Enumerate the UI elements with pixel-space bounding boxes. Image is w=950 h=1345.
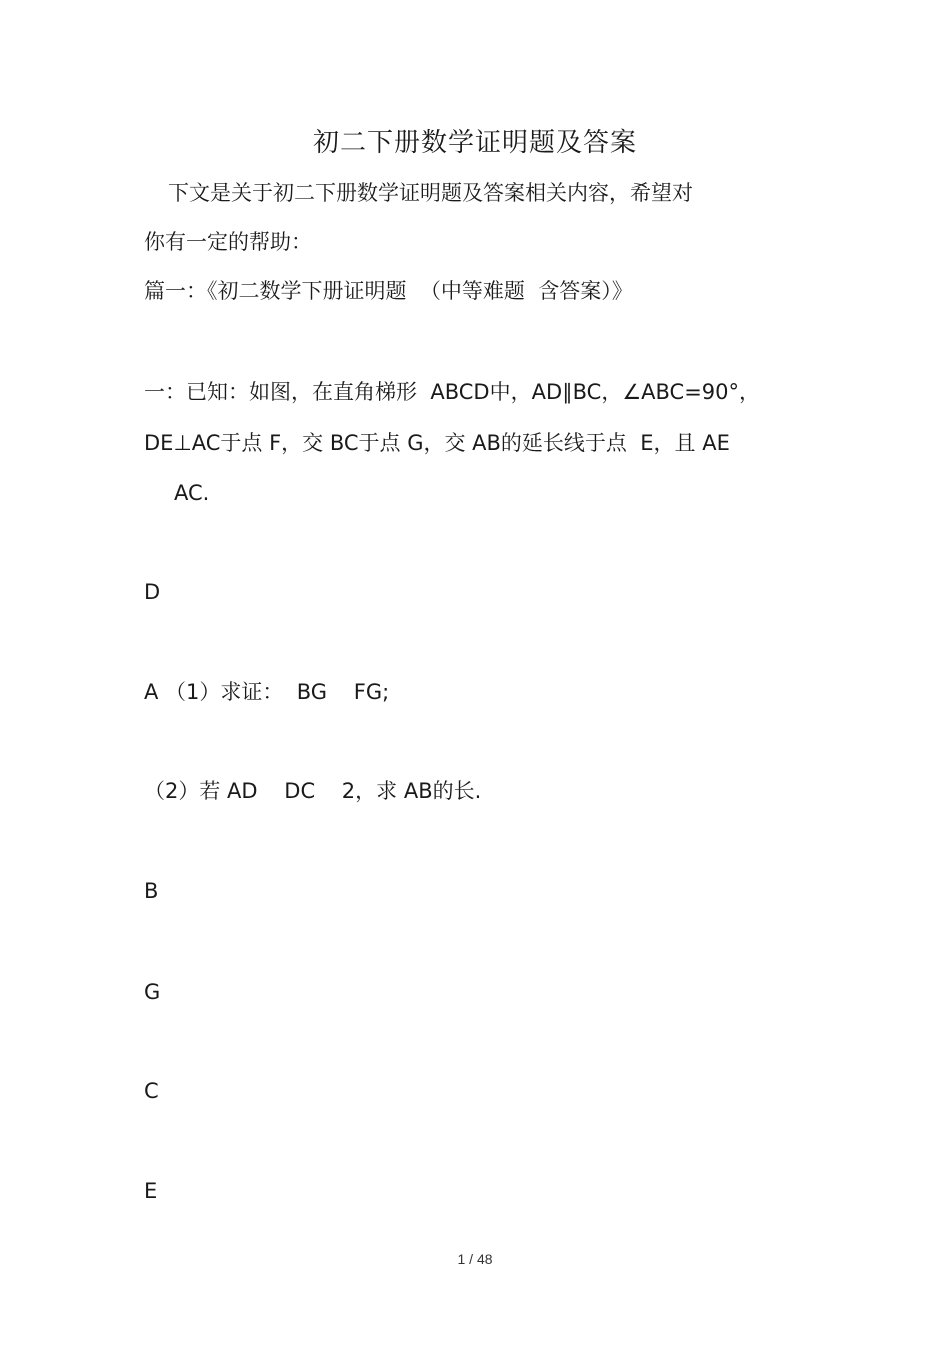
document-title: 初二下册数学证明题及答案: [312, 128, 637, 158]
figure-label-g: G: [144, 980, 161, 1004]
figure-label-b: B: [144, 879, 159, 903]
problem-line-3: AC.: [174, 481, 210, 505]
section-heading: 篇一：《初二数学下册证明题 （中等难题 含答案）》: [144, 279, 633, 303]
page-indicator: 1 / 48: [457, 1251, 493, 1267]
question-2: （2）若 AD DC 2，求 AB的长.: [144, 779, 482, 803]
figure-label-c: C: [144, 1079, 159, 1103]
problem-line-1: 一：已知：如图，在直角梯形 ABCD中，AD∥BC，∠ABC=90°，: [144, 380, 761, 404]
figure-label-d: D: [144, 580, 161, 604]
problem-line-2: DE⊥AC于点 F，交 BC于点 G，交 AB的延长线于点 E，且 AE: [144, 431, 730, 455]
intro-line-1: 下文是关于初二下册数学证明题及答案相关内容，希望对: [168, 181, 693, 205]
intro-line-2: 你有一定的帮助：: [144, 230, 312, 254]
question-1: A （1）求证： BG FG;: [144, 680, 390, 704]
figure-label-e: E: [144, 1179, 158, 1203]
